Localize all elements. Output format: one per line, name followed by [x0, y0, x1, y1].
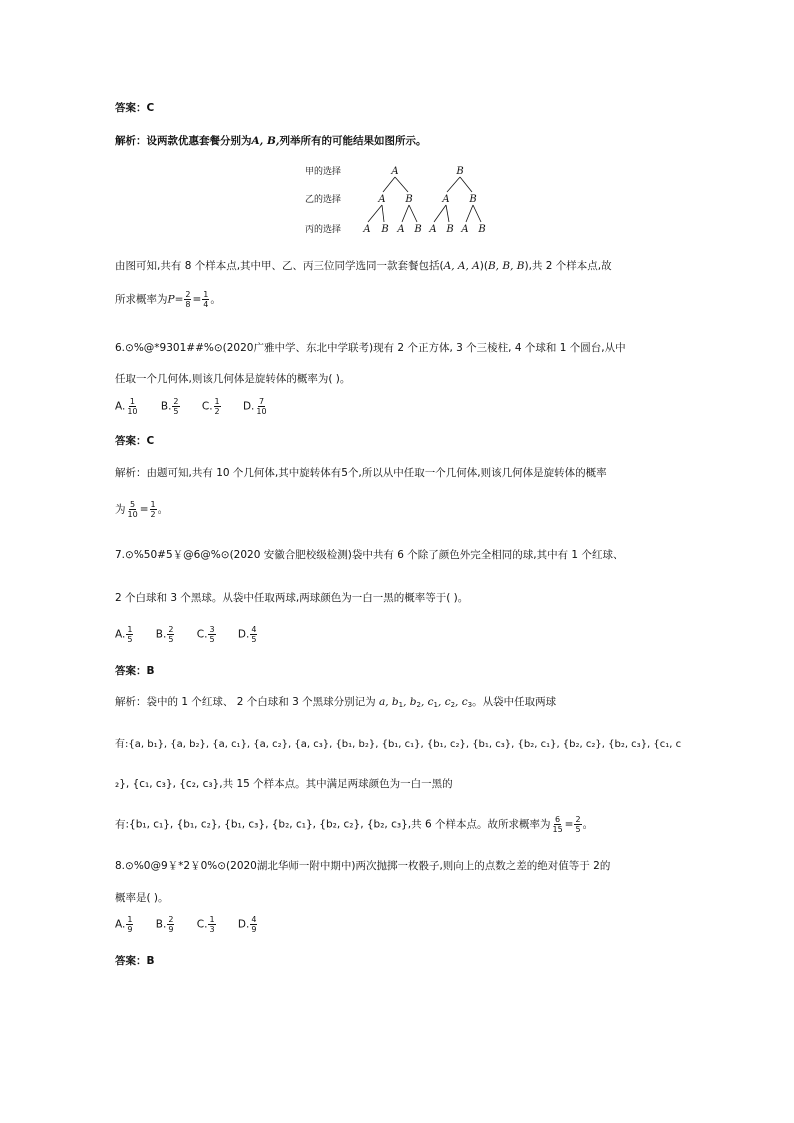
text: 个,所以从中任取一个几何体,则该几何体是旋转体的概率 [347, 467, 607, 479]
text: 个球和 [524, 342, 557, 354]
equals: = [139, 503, 149, 516]
text: 个圆台,从中 [569, 342, 626, 354]
q7-answer: 答案：B [115, 665, 155, 677]
q6-analysis-line1 [115, 465, 607, 480]
numerator: 1 [129, 397, 135, 406]
denominator: 2 [150, 510, 156, 519]
option-label: C. [196, 918, 208, 931]
text: 个黑球。从袋中任取两球,两球颜色为一白一黑的概率等于( )。 [180, 592, 469, 604]
numerator: 2 [575, 815, 581, 824]
option-label: D. [237, 918, 250, 931]
text: 个白球和 [125, 592, 168, 604]
option-label: B. [155, 628, 167, 641]
number: 15 [236, 778, 250, 790]
option-label: C. [196, 628, 208, 641]
tree-l3-2: A [397, 224, 405, 235]
text: 湖北华师一附中期中)两次抛掷一枚骰子,则向上的点数之差的绝对值等于 [256, 860, 590, 872]
q5-tree-diagram [305, 160, 505, 238]
fraction [184, 290, 191, 309]
number: 2 [397, 342, 405, 354]
text: 个样本点。其中满足两球颜色为一白一黑的 [253, 778, 453, 790]
period: 。 [582, 818, 594, 831]
q8-options [115, 915, 276, 934]
text: )( [479, 260, 488, 272]
q8-option-d [238, 915, 259, 934]
option-label: A. [115, 918, 126, 931]
q5-analysis-suffix: 列举所有的可能结果如图所示。 [279, 135, 427, 147]
q5-conclusion-line1 [115, 258, 612, 273]
tree-l2-1: B [405, 194, 413, 205]
q6-answer: 答案：C [115, 435, 155, 447]
text: 8.⊙%0@9￥*2￥0%⊙(2020 [115, 860, 257, 872]
denominator: 2 [214, 407, 220, 416]
tree-row-label-yi: 乙的选择 [305, 195, 342, 205]
tree-l3-4: A [429, 224, 437, 235]
fraction [172, 397, 179, 416]
q6-stem-line2: 任取一个几何体,则该几何体是旋转体的概率为( )。 [115, 373, 351, 385]
number: 2 [115, 592, 122, 604]
q7-option-c [197, 625, 217, 644]
math: B, B, B [487, 260, 525, 272]
q6-stem-line1 [115, 340, 626, 355]
denominator: 5 [251, 635, 257, 644]
equals: = [564, 818, 574, 831]
tree-row-label-bing: 丙的选择 [305, 225, 342, 235]
subscript: 3 [467, 701, 473, 709]
number: 1 [571, 549, 579, 561]
option-label: A. [115, 400, 126, 413]
text: 有:{b₁, c₁}, {b₁, c₂}, {b₁, c₃}, {b₂, c₁}, {b₂, c₂}, {b₂, c₃},共 [115, 818, 422, 831]
option-label: B. [155, 918, 167, 931]
denominator: 10 [127, 407, 138, 416]
text: ₂}, {c₁, c₃}, {c₂, c₃},共 [115, 778, 234, 790]
number: 2 [545, 260, 553, 272]
option-label: C. [201, 400, 213, 413]
q8-option-c [197, 915, 217, 934]
number: 3 [456, 342, 463, 354]
fraction [208, 625, 215, 644]
q6-option-a [115, 397, 140, 416]
fraction [255, 397, 267, 416]
fraction [208, 915, 215, 934]
tree-l3-0: A [363, 224, 371, 235]
denominator: 10 [256, 407, 267, 416]
math: A, A, A [443, 260, 480, 272]
q8-stem-line1 [115, 858, 610, 873]
text: 安徽合肥校级检测)袋中共有 [263, 549, 394, 561]
fraction [126, 915, 133, 934]
fraction [214, 397, 221, 416]
text: 个红球、 [191, 696, 234, 708]
math: , b [403, 696, 417, 708]
option-label: A. [115, 628, 126, 641]
text: 为 [115, 503, 126, 516]
q5-analysis [115, 133, 427, 148]
number: 5 [341, 467, 348, 479]
tree-l3-3: B [414, 224, 422, 235]
q6-option-b [161, 397, 181, 416]
fraction [574, 815, 581, 834]
denominator: 9 [168, 925, 174, 934]
denominator: 10 [127, 510, 138, 519]
numerator: 1 [203, 290, 209, 299]
number: 3 [170, 592, 178, 604]
numerator: 2 [168, 625, 174, 634]
option-label: D. [237, 628, 250, 641]
numerator: 3 [209, 625, 215, 634]
q6-options [115, 397, 287, 416]
math: P= [167, 293, 184, 306]
q5-analysis-vars: A, B, [251, 135, 280, 147]
denominator: 9 [127, 925, 133, 934]
fraction [126, 397, 138, 416]
tree-l2-3: B [469, 194, 477, 205]
tree-l3-6: A [461, 224, 469, 235]
tree-l2-0: A [378, 194, 386, 205]
q7-pairs-line1: 有:{a, b₁}, {a, b₂}, {a, c₁}, {a, c₂}, {a, c₃}, {b₁, b₂}, {b₁, c₁}, {b₁, c₂}, {b₁, c₃}, {b₂, c₁}, {b₂, c₂}, {b₂, c₃}, {c₁, c [115, 739, 682, 750]
text: 。从袋中任取两球 [472, 696, 557, 708]
subscript: 1 [398, 701, 404, 709]
q7-pairs-line3 [115, 815, 593, 834]
q5-conclusion-line2 [115, 290, 221, 309]
q7-analysis-line1 [115, 694, 556, 709]
text: 个红球、 [581, 549, 624, 561]
number: 1 [559, 342, 567, 354]
denominator: 9 [251, 925, 257, 934]
numerator: 2 [173, 397, 179, 406]
text: 个几何体,其中旋转体有 [232, 467, 342, 479]
tree-l3-1: B [381, 224, 389, 235]
q8-stem-line2: 概率是( )。 [115, 892, 169, 904]
text: 个白球和 [246, 696, 289, 708]
tree-l1-b: B [456, 166, 464, 177]
q7-stem-line1 [115, 547, 623, 562]
numerator: 1 [214, 397, 220, 406]
denominator: 8 [185, 300, 191, 309]
number: 1 [181, 696, 189, 708]
q6-option-c [202, 397, 222, 416]
numerator: 1 [150, 500, 156, 509]
denominator: 4 [203, 300, 209, 309]
tree-row-label-jia: 甲的选择 [305, 167, 342, 177]
text: 的 [599, 860, 611, 872]
tree-l3-7: B [478, 224, 486, 235]
denominator: 5 [127, 635, 133, 644]
denominator: 5 [209, 635, 215, 644]
math: a, b [378, 696, 399, 708]
number: 2 [593, 860, 600, 872]
text: 6.⊙%@*9301##%⊙(2020 [115, 342, 254, 354]
number: 3 [292, 696, 299, 708]
math: , c [455, 696, 468, 708]
period: 。 [157, 503, 169, 516]
text: 个三棱柱, [466, 342, 512, 354]
q7-options [115, 625, 276, 644]
q7-pairs-line2 [115, 776, 453, 791]
text: 个样本点,其中甲、乙、丙三位同学选同一款套餐包括( [194, 260, 444, 272]
text: 解析：袋中的 [115, 696, 178, 708]
numerator: 4 [251, 625, 257, 634]
numerator: 5 [130, 500, 136, 509]
denominator: 5 [173, 407, 179, 416]
q7-option-b [156, 625, 176, 644]
text: 个除了颜色外完全相同的球,其中有 [407, 549, 569, 561]
numerator: 1 [127, 915, 133, 924]
numerator: 2 [185, 290, 191, 299]
number: 8 [184, 260, 192, 272]
fraction [250, 625, 257, 644]
numerator: 7 [258, 397, 265, 406]
subscript: 2 [450, 701, 456, 709]
q5-answer: 答案：C [115, 102, 155, 114]
fraction [150, 500, 157, 519]
math: , c [438, 696, 451, 708]
text: 解析：由题可知,共有 [115, 467, 213, 479]
numerator: 1 [209, 915, 215, 924]
option-label: D. [242, 400, 255, 413]
text: ),共 [524, 260, 543, 272]
text: 所求概率为 [115, 293, 168, 306]
numerator: 2 [168, 915, 174, 924]
fraction [167, 625, 174, 644]
number: 10 [216, 467, 230, 479]
number: 6 [397, 549, 404, 561]
option-label: B. [160, 400, 172, 413]
subscript: 2 [416, 701, 421, 709]
tree-l1-a: A [391, 166, 399, 177]
text: 个样本点。故所求概率为 [434, 818, 551, 831]
denominator: 3 [209, 925, 215, 934]
number: 2 [236, 696, 244, 708]
text: 个黑球分别记为 [302, 696, 376, 708]
fraction [202, 290, 209, 309]
text: 由图可知,共有 [115, 260, 182, 272]
tree-l2-2: A [442, 194, 450, 205]
q8-option-a [115, 915, 134, 934]
text: 广雅中学、东北中学联考)现有 [253, 342, 395, 354]
q6-analysis-line2 [115, 500, 168, 519]
denominator: 15 [552, 825, 563, 834]
fraction [127, 500, 139, 519]
q7-option-a [115, 625, 134, 644]
text: 个正方体, [407, 342, 453, 354]
equals: = [192, 293, 202, 306]
fraction [551, 815, 563, 834]
number: 6 [424, 818, 432, 831]
q8-option-b [156, 915, 176, 934]
text: 7.⊙%50#5￥@6@%⊙(2020 [115, 549, 261, 561]
math: , c [420, 696, 434, 708]
numerator: 6 [555, 815, 561, 824]
numerator: 1 [127, 625, 133, 634]
fraction [250, 915, 257, 934]
q5-analysis-prefix: 解析：设两款优惠套餐分别为 [115, 135, 252, 147]
q7-option-d [238, 625, 259, 644]
denominator: 5 [575, 825, 581, 834]
denominator: 5 [168, 635, 174, 644]
number: 4 [514, 342, 522, 354]
text: 个样本点,故 [555, 260, 612, 272]
q8-answer: 答案：B [115, 955, 155, 967]
q6-option-d [243, 397, 269, 416]
fraction [167, 915, 174, 934]
subscript: 1 [433, 701, 439, 709]
tree-l3-5: B [446, 224, 454, 235]
q7-stem-line2 [115, 590, 468, 605]
numerator: 4 [251, 915, 257, 924]
period: 。 [210, 293, 221, 306]
fraction [126, 625, 133, 644]
